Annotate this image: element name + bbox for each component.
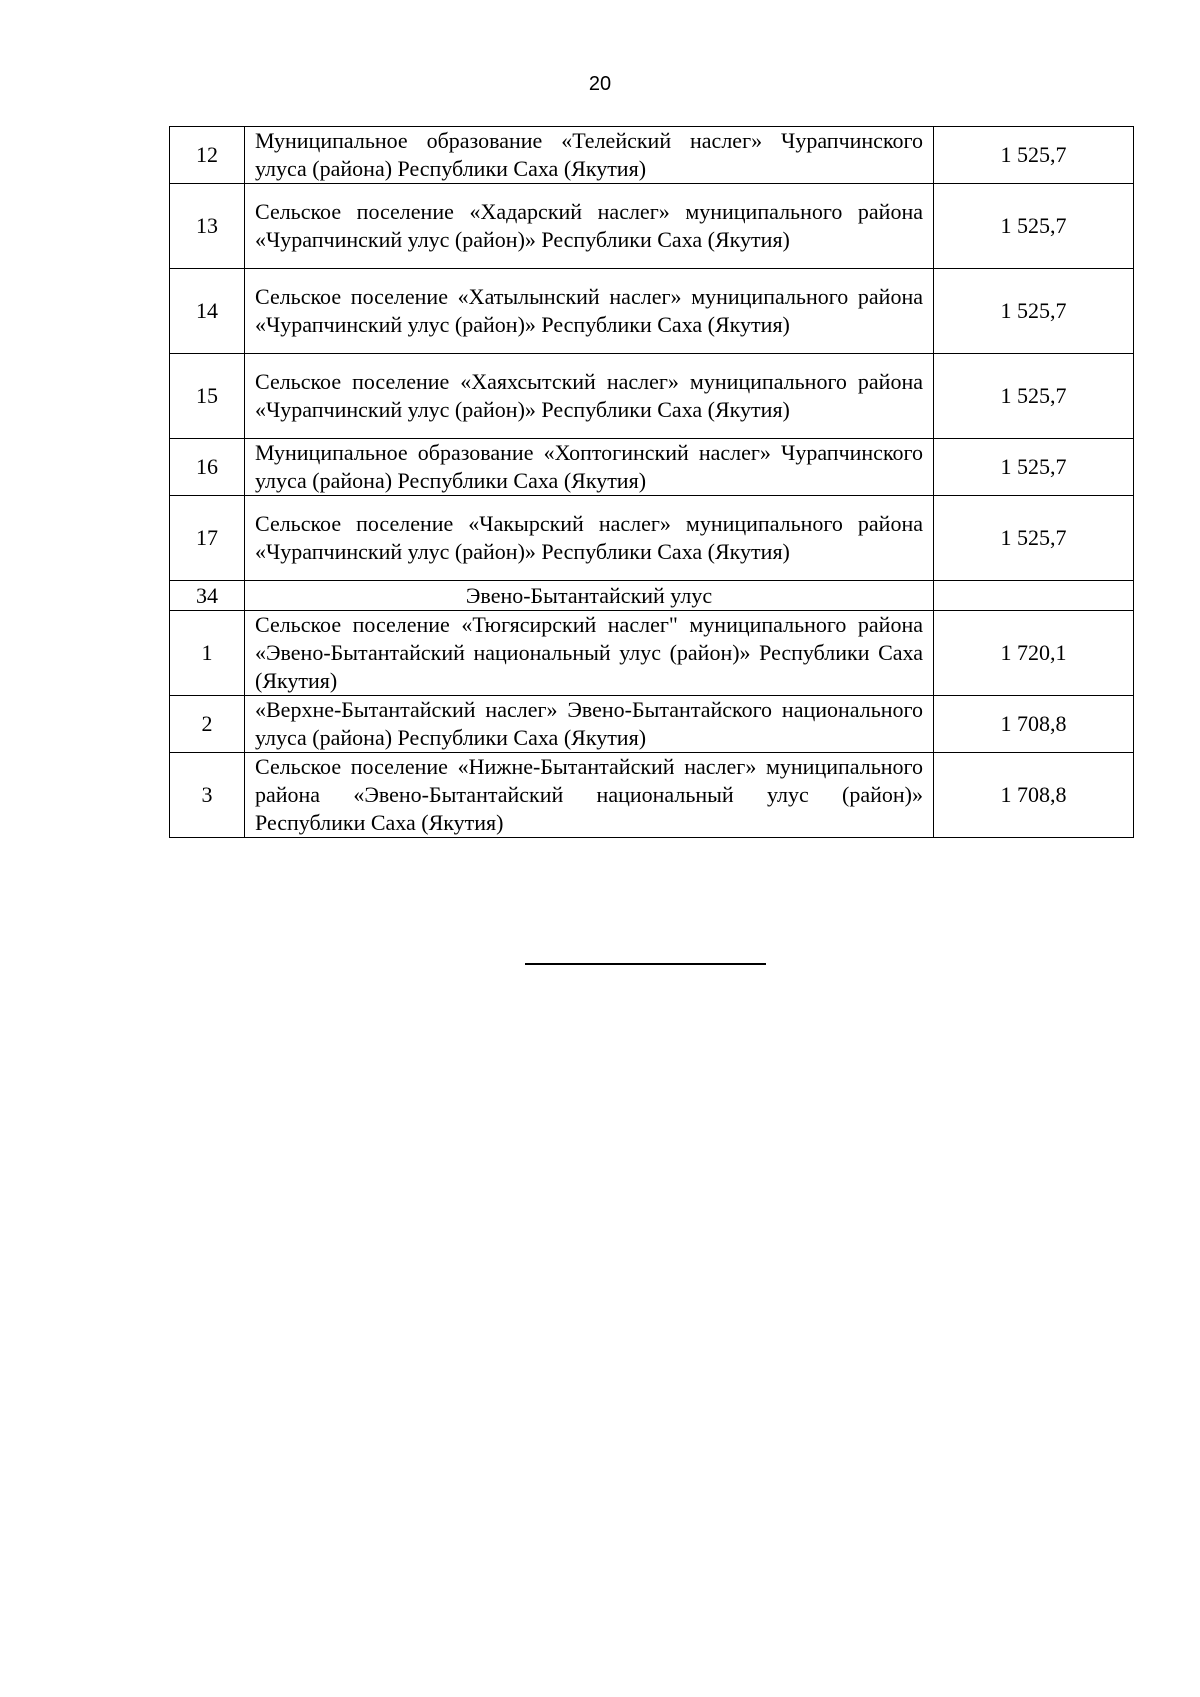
table-row [170, 184, 1134, 269]
row-number: 17 [170, 496, 245, 581]
table-row [170, 496, 1134, 581]
row-number: 14 [170, 269, 245, 354]
municipality-name: Сельское поселение «Нижне-Бытантайский наслег» муниципального района «Эвено-Бытантайский национальный улус (район)» Республики Саха (Якутия) [245, 753, 934, 838]
row-number: 13 [170, 184, 245, 269]
municipality-name: «Верхне-Бытантайский наслег» Эвено-Бытантайского национального улуса (района) Республики Саха (Якутия) [245, 696, 934, 753]
amount-value [934, 581, 1134, 611]
amount-value: 1 708,8 [934, 696, 1134, 753]
page-number: 20 [588, 73, 612, 95]
table-row [170, 354, 1134, 439]
municipality-name: Сельское поселение «Хатылынский наслег» муниципального района «Чурапчинский улус (район)» Республики Саха (Якутия) [245, 269, 934, 354]
table-row [170, 127, 1134, 184]
amount-value: 1 525,7 [934, 496, 1134, 581]
municipality-name: Сельское поселение «Тюгясирский наслег" муниципального района «Эвено-Бытантайский национальный улус (район)» Республики Саха (Якутия) [245, 611, 934, 696]
amount-value: 1 525,7 [934, 439, 1134, 496]
municipality-name: Сельское поселение «Хадарский наслег» муниципального района «Чурапчинский улус (район)» Республики Саха (Якутия) [245, 184, 934, 269]
table-row [170, 611, 1134, 696]
table-row [170, 753, 1134, 838]
section-title: Эвено-Бытантайский улус [245, 581, 934, 611]
table-row [170, 439, 1134, 496]
end-of-document-rule [525, 963, 766, 965]
municipality-name: Муниципальное образование «Хоптогинский наслег» Чурапчинского улуса (района) Республики Саха (Якутия) [245, 439, 934, 496]
amount-value: 1 708,8 [934, 753, 1134, 838]
municipality-name: Сельское поселение «Хаяхсытский наслег» муниципального района «Чурапчинский улус (район)» Республики Саха (Якутия) [245, 354, 934, 439]
row-number: 1 [170, 611, 245, 696]
municipality-name: Сельское поселение «Чакырский наслег» муниципального района «Чурапчинский улус (район)» Республики Саха (Якутия) [245, 496, 934, 581]
section-number: 34 [170, 581, 245, 611]
section-row [170, 581, 1134, 611]
municipality-name: Муниципальное образование «Телейский наслег» Чурапчинского улуса (района) Республики Саха (Якутия) [245, 127, 934, 184]
table-row [170, 696, 1134, 753]
allocation-table [169, 126, 1134, 838]
table-row [170, 269, 1134, 354]
row-number: 2 [170, 696, 245, 753]
row-number: 3 [170, 753, 245, 838]
row-number: 15 [170, 354, 245, 439]
row-number: 12 [170, 127, 245, 184]
amount-value: 1 720,1 [934, 611, 1134, 696]
amount-value: 1 525,7 [934, 184, 1134, 269]
row-number: 16 [170, 439, 245, 496]
amount-value: 1 525,7 [934, 127, 1134, 184]
amount-value: 1 525,7 [934, 354, 1134, 439]
amount-value: 1 525,7 [934, 269, 1134, 354]
